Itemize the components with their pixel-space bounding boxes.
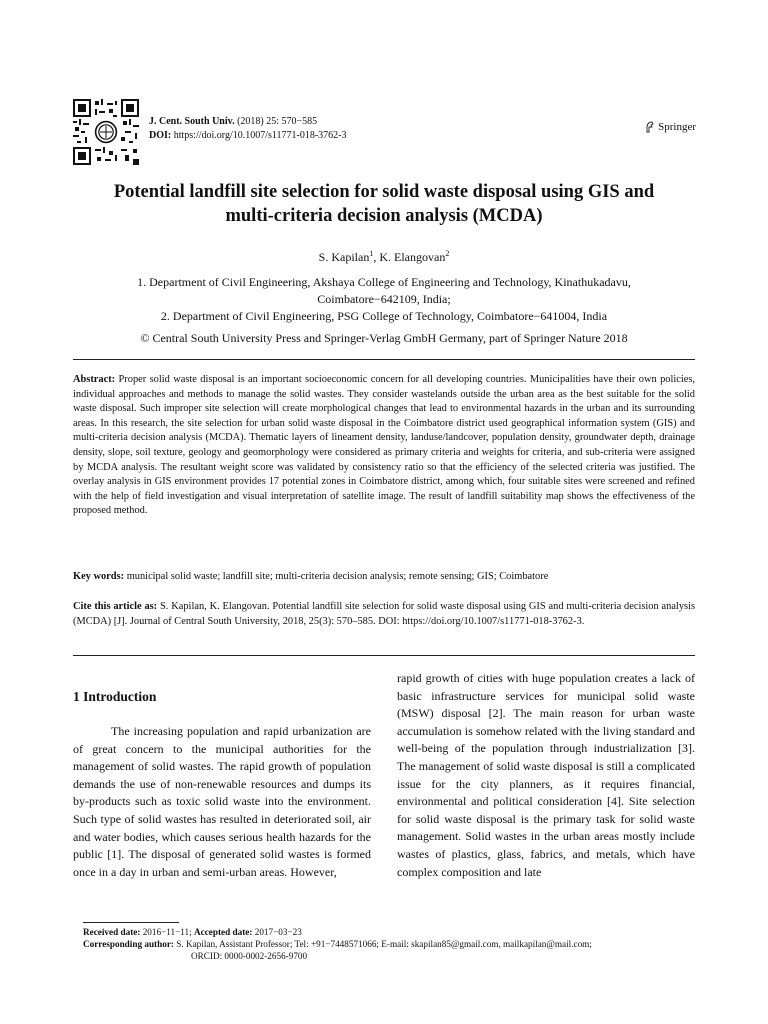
doi-line <box>149 129 347 142</box>
received-date: 2016−11−11; <box>142 927 192 937</box>
author-name: K. Elangovan <box>379 250 446 264</box>
body-column-right: rapid growth of cities with huge population creates a lack of basic infrastructure services for municipal solid waste (MSW) disposal [2]. The main reason for urban waste accumulation is somehow related with the living standard and well-being of the population through industrialization [3]. The management of solid waste disposal is still a complicated issue for the city planners, as it requires financial, environmental and political consideration [4]. Site selection for solid waste disposal is the primary task for solid waste management. Solid wastes in the urban areas mostly include wastes of plastics, glass, fabrics, and metals, which have complex composition and late <box>397 671 695 879</box>
citation-block <box>73 600 695 629</box>
journal-label: J. Cent. South Univ. <box>149 116 235 127</box>
affiliation-1-line-1: 1. Department of Civil Engineering, Akshaya College of Engineering and Technology, Kinathukadavu, <box>137 275 631 289</box>
author-separator: , <box>373 250 380 264</box>
keywords-label: Key words: <box>73 571 125 582</box>
orcid: ORCID: 0000-0002-2656-9700 <box>191 951 308 961</box>
cite-text: S. Kapilan, K. Elangovan. Potential landfill site selection for solid waste disposal using GIS and multi-criteria decision analysis (MCDA) [J]. Journal of Central South University, 2018, 25(3): 570–585. DOI: https://doi.org/10.1007/s11771-018-3762-3. <box>73 601 695 627</box>
affiliation-marker: 1 <box>369 249 374 258</box>
cite-label: Cite this article as: <box>73 601 158 612</box>
footnote-divider <box>83 922 179 923</box>
abstract-text: Proper solid waste disposal is an important socioeconomic concern for all developing countries. Municipalities have their own policies, individual approaches and methods to manage the solid wastes. They consider wastelands outside the urban area as the best suitable for the solid waste disposal. Such improper site selection will create morphological changes that lead to environmental hazards in the urban and its surrounding areas. In this research, the site selection for urban solid waste disposal in the Coimbatore district used geographical information system (GIS) and multi-criteria decision analysis (MCDA). Thematic layers of lineament density, landuse/landcover, population density, groundwater depth, drainage density, slope, soil texture, geology and geomorphology were considered as primary criteria and weights for criteria, and sub-criteria were assigned by MCDA analysis. The resultant weight score was validated by consistency ratio so that the efficiency of the selected criteria was justified. The overlay analysis in GIS environment provides 17 potential zones in Coimbatore district, among which, four suitable sites were screened and refined with the help of field investigation and visual interpretation of satellite image. The result of landfill suitability map shows the effectiveness of the proposed method. <box>73 374 695 517</box>
qr-code <box>73 99 139 165</box>
affiliation-marker: 2 <box>445 249 450 258</box>
dates-footnote <box>83 926 703 938</box>
affiliations <box>70 274 698 325</box>
doi-link[interactable]: https://doi.org/10.1007/s11771-018-3762-3 <box>173 130 347 141</box>
affiliation-2: 2. Department of Civil Engineering, PSG College of Technology, Coimbatore−641004, India <box>160 309 608 323</box>
publisher-logo <box>645 121 696 133</box>
corresponding-label: Corresponding author: <box>83 939 174 949</box>
divider <box>73 655 695 656</box>
body-column-left: The increasing population and rapid urbanization are of great concern to the municipal authorities for the management of solid wastes. The rapid growth of population demands the use of non-renewable resources and dumps its by-products such as toxic solid waste into the environment. Such type of solid wastes has resulted in deteriorated soil, air and water bodies, which causes serious health hazards for the public [1]. The disposal of generated solid wastes is formed once in a day in urban and semi-urban areas. However, <box>73 724 371 879</box>
accepted-label: Accepted date: <box>193 927 253 937</box>
author-list <box>0 246 768 265</box>
paper-title <box>60 180 708 228</box>
author-name: S. Kapilan <box>318 250 370 264</box>
corresponding-footnote <box>83 938 703 950</box>
abstract <box>73 373 695 519</box>
corresponding-text: S. Kapilan, Assistant Professor; Tel: +91−7448571066; E-mail: skapilan85@gmail.com, mailkapilan@mail.com; <box>176 939 592 949</box>
accepted-date: 2017−03−23 <box>254 927 302 937</box>
copyright-notice: © Central South University Press and Springer-Verlag GmbH Germany, part of Springer Nature 2018 <box>140 331 628 345</box>
title-line-1: Potential landfill site selection for solid waste disposal using GIS and <box>113 182 655 202</box>
section-heading: 1 Introduction <box>73 689 157 704</box>
divider <box>73 359 695 360</box>
abstract-label: Abstract: <box>73 374 116 385</box>
received-label: Received date: <box>83 927 141 937</box>
keywords-text: municipal solid waste; landfill site; multi-criteria decision analysis; remote sensing; GIS; Coimbatore <box>126 571 549 582</box>
doi-label: DOI: <box>149 130 172 141</box>
springer-horse-icon <box>645 121 655 133</box>
title-line-2: multi-criteria decision analysis (MCDA) <box>225 206 543 226</box>
journal-citation-line <box>149 115 317 128</box>
publisher-name: Springer <box>658 121 696 133</box>
affiliation-1-line-2: Coimbatore−642109, India; <box>317 292 451 306</box>
keywords <box>73 570 695 585</box>
journal-citation: (2018) 25: 570−585 <box>237 116 318 127</box>
